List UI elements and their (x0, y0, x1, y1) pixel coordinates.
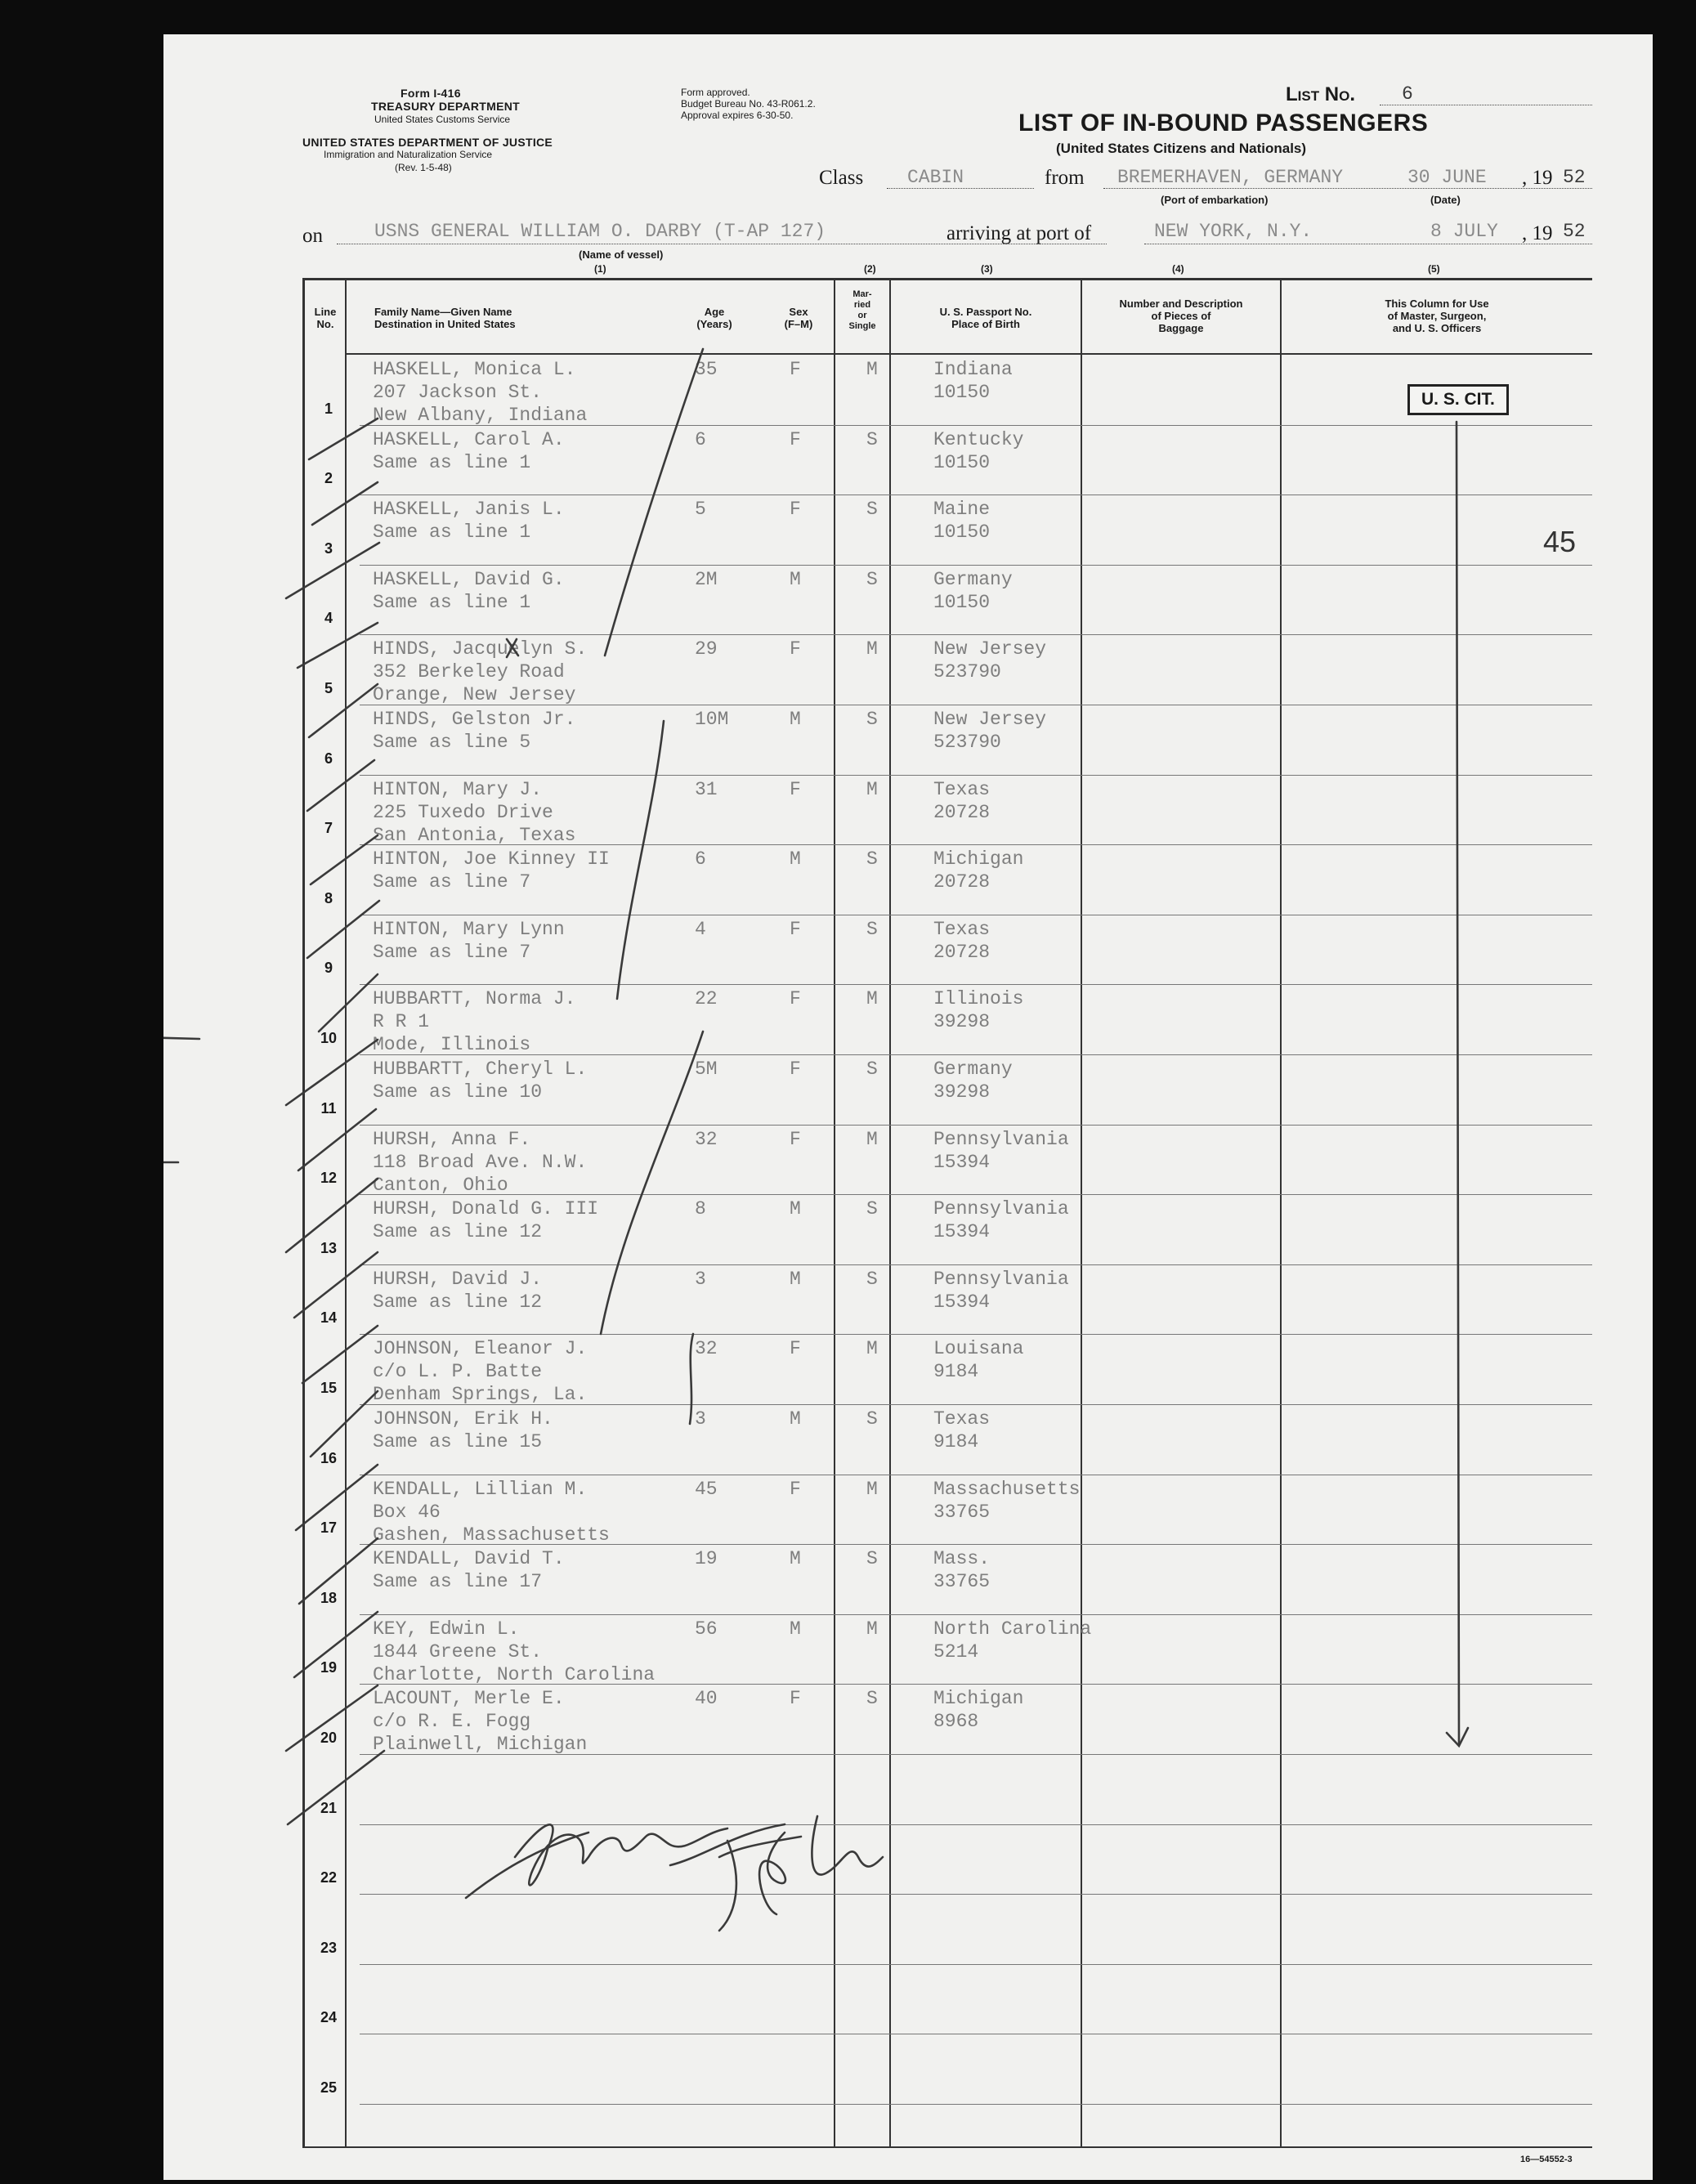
passenger-age: 40 (695, 1688, 718, 1710)
passenger-name-line: R R 1 (373, 1011, 430, 1033)
passport-birthplace-line: Pennsylvania (933, 1268, 1069, 1290)
passport-birthplace-line: 33765 (933, 1571, 991, 1593)
passenger-sex: M (790, 709, 801, 730)
passenger-marital-status: M (866, 1618, 878, 1640)
passenger-marital-status: S (866, 1548, 878, 1570)
arrival-port: NEW YORK, N.Y. (1154, 221, 1313, 242)
line-number: 19 (320, 1659, 338, 1676)
passenger-sex: M (790, 848, 801, 870)
passenger-name-line: Same as line 17 (373, 1571, 543, 1593)
arrow-head (1447, 1728, 1468, 1746)
tick-mark (298, 1109, 376, 1170)
passenger-marital-status: S (866, 918, 878, 940)
passport-birthplace-line: 33765 (933, 1501, 991, 1523)
passenger-name-line: San Antonia, Texas (373, 824, 576, 846)
approval-expires: Approval expires 6-30-50. (681, 110, 794, 121)
passport-birthplace-line: 20728 (933, 801, 991, 823)
customs-service: United States Customs Service (374, 114, 511, 125)
pen-stroke (690, 1334, 693, 1424)
budget-bureau: Budget Bureau No. 43-R061.2. (681, 98, 816, 110)
passenger-age: 22 (695, 988, 718, 1010)
passenger-age: 6 (695, 428, 706, 450)
passenger-sex: F (790, 778, 801, 800)
tick-mark (309, 684, 378, 737)
line-number: 4 (324, 610, 333, 627)
line-number: 24 (320, 2009, 338, 2026)
passenger-name-line: 225 Tuxedo Drive (373, 801, 553, 823)
tick-mark (311, 1391, 378, 1457)
tick-mark (286, 1040, 378, 1105)
header-officers-l2: of Master, Surgeon, (1387, 310, 1487, 322)
passenger-marital-status: M (866, 988, 878, 1010)
passenger-sex: F (790, 428, 801, 450)
passport-birthplace-line: 20728 (933, 941, 991, 963)
passenger-name-line: Same as line 12 (373, 1291, 543, 1313)
passenger-name-line: JOHNSON, Eleanor J. (373, 1338, 588, 1360)
signature (812, 1816, 883, 1875)
signature (515, 1824, 727, 1885)
passenger-age: 31 (695, 778, 718, 800)
tick-mark (319, 974, 378, 1032)
tick-mark (311, 835, 378, 884)
passport-birthplace-line: 8968 (933, 1711, 979, 1733)
header-name-l2: Destination in United States (374, 318, 516, 330)
tick-mark (286, 1179, 378, 1252)
passport-birthplace-line: 15394 (933, 1291, 991, 1313)
passenger-name-line: HURSH, David J. (373, 1268, 543, 1290)
passenger-name-line: Gashen, Massachusetts (373, 1524, 610, 1546)
tick-mark (302, 1326, 378, 1383)
col-num-4: (4) (1172, 263, 1184, 275)
from-label: from (1045, 167, 1085, 189)
header-name-l1: Family Name—Given Name (374, 306, 512, 318)
passenger-marital-status: M (866, 1338, 878, 1360)
line-number: 7 (324, 820, 333, 837)
tick-mark (294, 1612, 378, 1677)
line-number: 5 (324, 680, 333, 696)
passenger-name-line: 1844 Greene St. (373, 1640, 543, 1663)
passport-birthplace-line: 523790 (933, 661, 1001, 683)
passport-birthplace-line: Louisana (933, 1338, 1024, 1360)
margin-dash (163, 1037, 199, 1039)
passenger-name-line: JOHNSON, Erik H. (373, 1408, 553, 1430)
passenger-sex: F (790, 638, 801, 660)
passenger-name-line: Same as line 5 (373, 732, 531, 753)
tick-mark (296, 1465, 378, 1530)
passport-birthplace-line: Illinois (933, 988, 1024, 1010)
x-mark (507, 639, 518, 657)
passenger-age: 32 (695, 1338, 718, 1360)
departure-date: 30 JUNE (1407, 167, 1487, 188)
line-number: 21 (320, 1799, 338, 1816)
passenger-name-line: Same as line 10 (373, 1081, 543, 1103)
passport-birthplace-line: Texas (933, 1408, 991, 1430)
arrival-year: 52 (1563, 221, 1586, 242)
header-passport-l2: Place of Birth (951, 318, 1020, 330)
passenger-age: 35 (695, 359, 718, 380)
header-married-l2: ried (853, 300, 871, 310)
form-approved: Form approved. (681, 87, 750, 98)
passenger-age: 56 (695, 1618, 718, 1640)
class-value: CABIN (907, 167, 964, 188)
tick-mark (286, 543, 379, 598)
line-number: 1 (324, 400, 333, 417)
passenger-marital-status: S (866, 499, 878, 521)
header-line-no-l1: Line (314, 306, 337, 318)
passenger-sex: F (790, 1128, 801, 1150)
passenger-age: 45 (695, 1478, 718, 1500)
arrival-date: 8 JULY (1430, 221, 1498, 242)
passenger-name-line: Same as line 7 (373, 871, 531, 893)
passport-birthplace-line: Michigan (933, 1688, 1024, 1710)
passenger-name-line: HASKELL, Janis L. (373, 499, 565, 521)
passenger-name-line: Denham Springs, La. (373, 1384, 588, 1406)
passenger-name-line: New Albany, Indiana (373, 405, 588, 426)
passport-birthplace-line: 523790 (933, 732, 1001, 753)
passenger-name-line: Same as line 15 (373, 1431, 543, 1452)
passport-birthplace-line: Mass. (933, 1548, 991, 1570)
line-number: 8 (324, 889, 333, 906)
form-revision: (Rev. 1-5-48) (395, 162, 452, 173)
passenger-sex: F (790, 499, 801, 521)
departure-year: 52 (1563, 167, 1586, 188)
tick-mark (309, 418, 378, 459)
passport-birthplace-line: Germany (933, 568, 1013, 590)
passenger-age: 29 (695, 638, 718, 660)
col-num-1: (1) (594, 263, 606, 275)
passenger-name-line: Same as line 1 (373, 521, 531, 544)
passenger-sex: M (790, 1198, 801, 1220)
passport-birthplace-line: Kentucky (933, 428, 1024, 450)
passenger-sex: F (790, 918, 801, 940)
passenger-marital-status: M (866, 1128, 878, 1150)
line-number: 23 (320, 1939, 338, 1956)
tick-mark (294, 1252, 378, 1318)
line-number: 14 (320, 1309, 338, 1327)
line-number: 15 (320, 1380, 338, 1396)
passport-birthplace-line: New Jersey (933, 638, 1047, 660)
passport-birthplace-line: Texas (933, 778, 991, 800)
passenger-marital-status: S (866, 709, 878, 730)
passenger-marital-status: S (866, 1268, 878, 1290)
passport-birthplace-line: 9184 (933, 1361, 979, 1383)
header-baggage-l1: Number and Description (1119, 298, 1243, 310)
passenger-name-line: HURSH, Anna F. (373, 1128, 531, 1150)
signature (759, 1833, 785, 1914)
passenger-sex: M (790, 1268, 801, 1290)
handwriting-overlay (163, 34, 1653, 2180)
passenger-sex: F (790, 359, 801, 380)
passport-birthplace-line: 10150 (933, 521, 991, 544)
passenger-name-line: HINTON, Mary Lynn (373, 918, 565, 940)
passport-birthplace-line: 9184 (933, 1431, 979, 1452)
passenger-name-line: Same as line 1 (373, 591, 531, 613)
passenger-name-line: HINTON, Joe Kinney II (373, 848, 610, 870)
passenger-sex: F (790, 1478, 801, 1500)
passenger-marital-status: S (866, 1198, 878, 1220)
arrow-line (1457, 422, 1459, 1744)
header-sex-l1: Sex (789, 306, 808, 318)
passenger-age: 3 (695, 1268, 706, 1290)
line-number: 6 (324, 750, 333, 767)
line-number: 12 (320, 1170, 338, 1187)
pen-stroke (605, 349, 703, 656)
justice-dept: UNITED STATES DEPARTMENT OF JUSTICE (302, 136, 553, 149)
passenger-age: 32 (695, 1128, 718, 1150)
passport-birthplace-line: 5214 (933, 1640, 979, 1663)
passport-birthplace-line: New Jersey (933, 709, 1047, 730)
passport-birthplace-line: 10150 (933, 591, 991, 613)
line-number: 3 (324, 539, 333, 557)
line-number: 17 (320, 1519, 338, 1537)
tick-mark (307, 901, 379, 958)
passenger-name-line: HURSH, Donald G. III (373, 1198, 599, 1220)
header-married-l4: Single (848, 321, 876, 331)
form-number: Form I-416 (401, 87, 461, 100)
list-number-value: 6 (1402, 83, 1413, 105)
print-code: 16—54552-3 (1520, 2155, 1573, 2164)
line-number: 2 (324, 470, 333, 487)
vessel-name: USNS GENERAL WILLIAM O. DARBY (T-AP 127) (374, 221, 826, 242)
date-caption: (Date) (1430, 194, 1461, 206)
header-passport-l1: U. S. Passport No. (939, 306, 1032, 318)
passenger-marital-status: S (866, 428, 878, 450)
line-number: 10 (320, 1030, 338, 1046)
passenger-name-line: Box 46 (373, 1501, 441, 1523)
passenger-name-line: HASKELL, David G. (373, 568, 565, 590)
passenger-name-line: c/o R. E. Fogg (373, 1711, 531, 1733)
passenger-name-line: KENDALL, Lillian M. (373, 1478, 588, 1500)
passenger-name-line: Orange, New Jersey (373, 684, 576, 706)
passenger-name-line: Same as line 7 (373, 941, 531, 963)
passenger-age: 8 (695, 1198, 706, 1220)
passport-birthplace-line: Texas (933, 918, 991, 940)
passport-birthplace-line: 20728 (933, 871, 991, 893)
class-label: Class (819, 167, 864, 189)
passenger-age: 10M (695, 709, 729, 730)
tick-mark (307, 760, 374, 811)
passport-birthplace-line: 15394 (933, 1221, 991, 1243)
header-age-l2: (Years) (696, 318, 732, 330)
passenger-sex: M (790, 1548, 801, 1570)
passenger-marital-status: S (866, 1058, 878, 1080)
passport-birthplace-line: Massachusetts (933, 1478, 1081, 1500)
passenger-name-line: HASKELL, Carol A. (373, 428, 565, 450)
header-age-l1: Age (704, 306, 725, 318)
line-number: 20 (320, 1730, 338, 1746)
on-label: on (302, 225, 323, 247)
passenger-sex: M (790, 1618, 801, 1640)
list-number-label: List No. (1286, 83, 1355, 105)
passenger-name-line: Same as line 1 (373, 451, 531, 473)
passenger-name-line: c/o L. P. Batte (373, 1361, 543, 1383)
passenger-name-line: HUBBARTT, Norma J. (373, 988, 576, 1010)
col-num-3: (3) (981, 263, 993, 275)
arriving-label: arriving at port of (946, 222, 1092, 244)
document-subtitle: (United States Citizens and Nationals) (1056, 141, 1307, 156)
passenger-age: 19 (695, 1548, 718, 1570)
line-number: 18 (320, 1589, 338, 1606)
passport-birthplace-line: Indiana (933, 359, 1013, 380)
passport-birthplace-line: Pennsylvania (933, 1198, 1069, 1220)
passenger-sex: F (790, 988, 801, 1010)
line-number: 16 (320, 1449, 338, 1466)
passenger-marital-status: M (866, 778, 878, 800)
margin-number: 45 (1543, 525, 1577, 558)
passport-birthplace-line: Michigan (933, 848, 1024, 870)
us-citizen-stamp: U. S. CIT. (1407, 384, 1509, 415)
header-officers-l3: and U. S. Officers (1392, 322, 1482, 334)
passenger-name-line: HINTON, Mary J. (373, 778, 543, 800)
passenger-list-sheet (163, 34, 1653, 2180)
passenger-marital-status: S (866, 848, 878, 870)
line-number: 11 (320, 1099, 337, 1117)
header-married-l1: Mar- (852, 289, 872, 299)
line-number: 9 (324, 960, 333, 977)
tick-mark (286, 1685, 378, 1751)
passenger-name-line: KENDALL, David T. (373, 1548, 565, 1570)
passport-birthplace-line: 39298 (933, 1081, 991, 1103)
treasury-dept: TREASURY DEPARTMENT (371, 100, 521, 113)
line-number: 22 (320, 1869, 338, 1886)
passenger-age: 5 (695, 499, 706, 521)
col-num-5: (5) (1428, 263, 1440, 275)
tick-mark (299, 1538, 378, 1604)
passenger-sex: F (790, 1058, 801, 1080)
passenger-marital-status: S (866, 568, 878, 590)
passenger-name-line: Canton, Ohio (373, 1174, 508, 1196)
header-sex-l2: (F–M) (784, 318, 813, 330)
pen-stroke (617, 721, 664, 999)
passenger-name-line: HINDS, Gelston Jr. (373, 709, 576, 730)
passenger-sex: F (790, 1688, 801, 1710)
passenger-sex: F (790, 1338, 801, 1360)
passenger-name-line: 118 Broad Ave. N.W. (373, 1151, 588, 1173)
passenger-age: 5M (695, 1058, 718, 1080)
passenger-name-line: KEY, Edwin L. (373, 1618, 520, 1640)
passenger-marital-status: M (866, 359, 878, 380)
passenger-name-line: 352 Berkeley Road (373, 661, 565, 683)
passport-birthplace-line: North Carolina (933, 1618, 1092, 1640)
port-embark-caption: (Port of embarkation) (1161, 194, 1269, 206)
vessel-caption: (Name of vessel) (579, 248, 664, 261)
passenger-marital-status: S (866, 1408, 878, 1430)
passenger-marital-status: M (866, 1478, 878, 1500)
passenger-name-line: HUBBARTT, Cheryl L. (373, 1058, 588, 1080)
passenger-name-line: Same as line 12 (373, 1221, 543, 1243)
port-embarkation: BREMERHAVEN, GERMANY (1117, 167, 1344, 188)
passenger-age: 6 (695, 848, 706, 870)
passenger-marital-status: M (866, 638, 878, 660)
header-baggage-l2: of Pieces of (1151, 310, 1211, 322)
header-married-l3: or (857, 311, 867, 320)
line-number: 25 (320, 2079, 338, 2096)
passenger-sex: M (790, 568, 801, 590)
document-title: LIST OF IN-BOUND PASSENGERS (1018, 110, 1429, 136)
arrival-year-prefix: , 19 (1522, 222, 1553, 244)
col-num-2: (2) (864, 263, 876, 275)
passport-birthplace-line: 10150 (933, 382, 991, 403)
passenger-age: 2M (695, 568, 718, 590)
passport-birthplace-line: 10150 (933, 451, 991, 473)
tick-mark (298, 623, 378, 668)
departure-year-prefix: , 19 (1522, 167, 1553, 189)
passport-birthplace-line: 39298 (933, 1011, 991, 1033)
pen-stroke (601, 1032, 703, 1334)
passenger-name-line: Mode, Illinois (373, 1034, 531, 1056)
passport-birthplace-line: Pennsylvania (933, 1128, 1069, 1150)
passport-birthplace-line: Maine (933, 499, 991, 521)
passenger-age: 3 (695, 1408, 706, 1430)
tick-mark (312, 482, 378, 525)
passenger-name-line: HASKELL, Monica L. (373, 359, 576, 380)
tick-mark (288, 1751, 384, 1824)
header-line-no-l2: No. (316, 318, 334, 330)
passenger-marital-status: S (866, 1688, 878, 1710)
passport-birthplace-line: Germany (933, 1058, 1013, 1080)
passenger-name-line: LACOUNT, Merle E. (373, 1688, 565, 1710)
passenger-name-line: HINDS, Jacquelyn S. (373, 638, 588, 660)
passenger-age: 4 (695, 918, 706, 940)
passport-birthplace-line: 15394 (933, 1151, 991, 1173)
passenger-name-line: Plainwell, Michigan (373, 1734, 588, 1756)
header-baggage-l3: Baggage (1158, 322, 1204, 334)
passenger-name-line: Charlotte, North Carolina (373, 1663, 656, 1685)
passenger-name-line: 207 Jackson St. (373, 382, 543, 403)
immigration-service: Immigration and Naturalization Service (324, 149, 493, 160)
header-officers-l1: This Column for Use (1385, 298, 1489, 310)
line-number: 13 (320, 1239, 338, 1256)
passenger-sex: M (790, 1408, 801, 1430)
